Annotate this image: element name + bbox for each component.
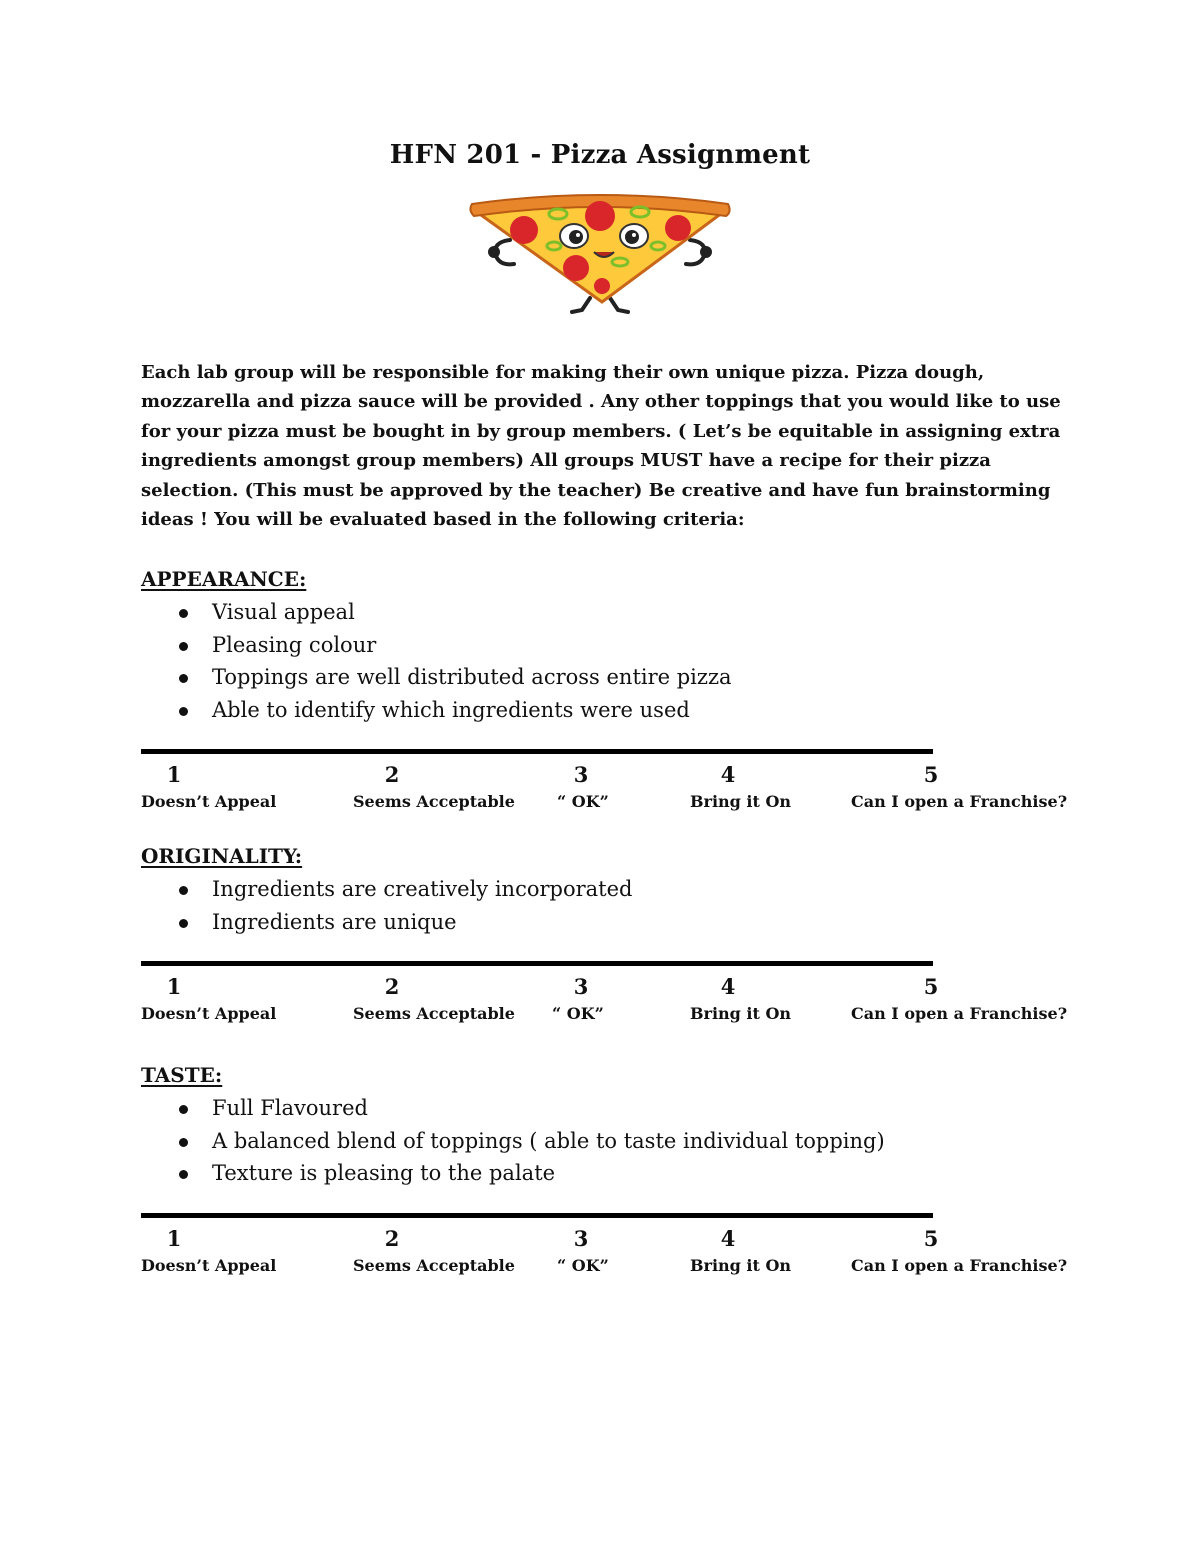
taste-criteria-list: [141, 1092, 885, 1190]
rating-number: 3: [573, 1226, 589, 1251]
list-item: Visual appeal: [141, 596, 732, 629]
rating-number: 4: [720, 1226, 736, 1251]
rating-label: “ OK”: [557, 1256, 609, 1275]
pizza-illustration: [462, 190, 738, 320]
rating-number: 2: [384, 974, 400, 999]
rating-label: Doesn’t Appeal: [141, 792, 277, 811]
intro-line: mozzarella and pizza sauce will be provided . Any other toppings that you would like to use: [141, 391, 1061, 413]
intro-line: Each lab group will be responsible for making their own unique pizza. Pizza dough,: [141, 362, 985, 383]
list-item: Pleasing colour: [141, 629, 732, 662]
rating-divider: [141, 1213, 933, 1218]
rating-label: Can I open a Franchise?: [851, 792, 1068, 811]
rating-number: 3: [573, 974, 589, 999]
intro-line: ingredients amongst group members) All groups MUST have a recipe for their pizza: [141, 450, 991, 472]
section-heading-appearance: APPEARANCE:: [141, 567, 307, 591]
intro-line: ideas ! You will be evaluated based in the following criteria:: [141, 509, 745, 531]
rating-scale-taste: [0, 1226, 1200, 1276]
section-heading-originality: ORIGINALITY:: [141, 844, 303, 868]
list-item: Ingredients are unique: [141, 906, 632, 939]
rating-scale-originality: [0, 974, 1200, 1024]
list-item: Full Flavoured: [141, 1092, 885, 1125]
rating-label: “ OK”: [552, 1004, 604, 1023]
intro-line: selection. (This must be approved by the teacher) Be creative and have fun brainstorming: [141, 479, 1051, 501]
rating-divider: [141, 749, 933, 754]
rating-number: 4: [720, 762, 736, 787]
list-item: Ingredients are creatively incorporated: [141, 873, 632, 906]
rating-scale-appearance: [0, 762, 1200, 812]
list-item: A balanced blend of toppings ( able to taste individual topping): [141, 1125, 885, 1158]
document-title: HFN 201 - Pizza Assignment: [389, 140, 811, 170]
rating-divider: [141, 961, 933, 966]
appearance-criteria-list: [141, 596, 732, 726]
rating-label: Can I open a Franchise?: [851, 1004, 1068, 1023]
rating-number: 1: [166, 974, 182, 999]
rating-label: “ OK”: [557, 792, 609, 811]
rating-number: 3: [573, 762, 589, 787]
rating-number: 5: [923, 974, 939, 999]
rating-label: Doesn’t Appeal: [141, 1256, 277, 1275]
list-item: Able to identify which ingredients were used: [141, 694, 732, 727]
intro-line: for your pizza must be bought in by group members. ( Let’s be equitable in assigning extra: [141, 420, 1061, 442]
rating-label: Doesn’t Appeal: [141, 1004, 277, 1023]
section-heading-taste: TASTE:: [141, 1063, 223, 1087]
rating-number: 2: [384, 762, 400, 787]
rating-number: 5: [923, 762, 939, 787]
rating-number: 4: [720, 974, 736, 999]
rating-number: 2: [384, 1226, 400, 1251]
rating-label: Seems Acceptable: [353, 1256, 515, 1275]
originality-criteria-list: [141, 873, 632, 938]
rating-label: Bring it On: [690, 1256, 792, 1275]
rating-label: Bring it On: [690, 792, 792, 811]
rating-number: 1: [166, 1226, 182, 1251]
rating-number: 5: [923, 1226, 939, 1251]
intro-paragraph: [141, 358, 1061, 534]
rating-label: Can I open a Franchise?: [851, 1256, 1068, 1275]
rating-label: Bring it On: [690, 1004, 792, 1023]
rating-label: Seems Acceptable: [353, 792, 515, 811]
list-item: Texture is pleasing to the palate: [141, 1157, 885, 1190]
rating-label: Seems Acceptable: [353, 1004, 515, 1023]
rating-number: 1: [166, 762, 182, 787]
list-item: Toppings are well distributed across entire pizza: [141, 661, 732, 694]
